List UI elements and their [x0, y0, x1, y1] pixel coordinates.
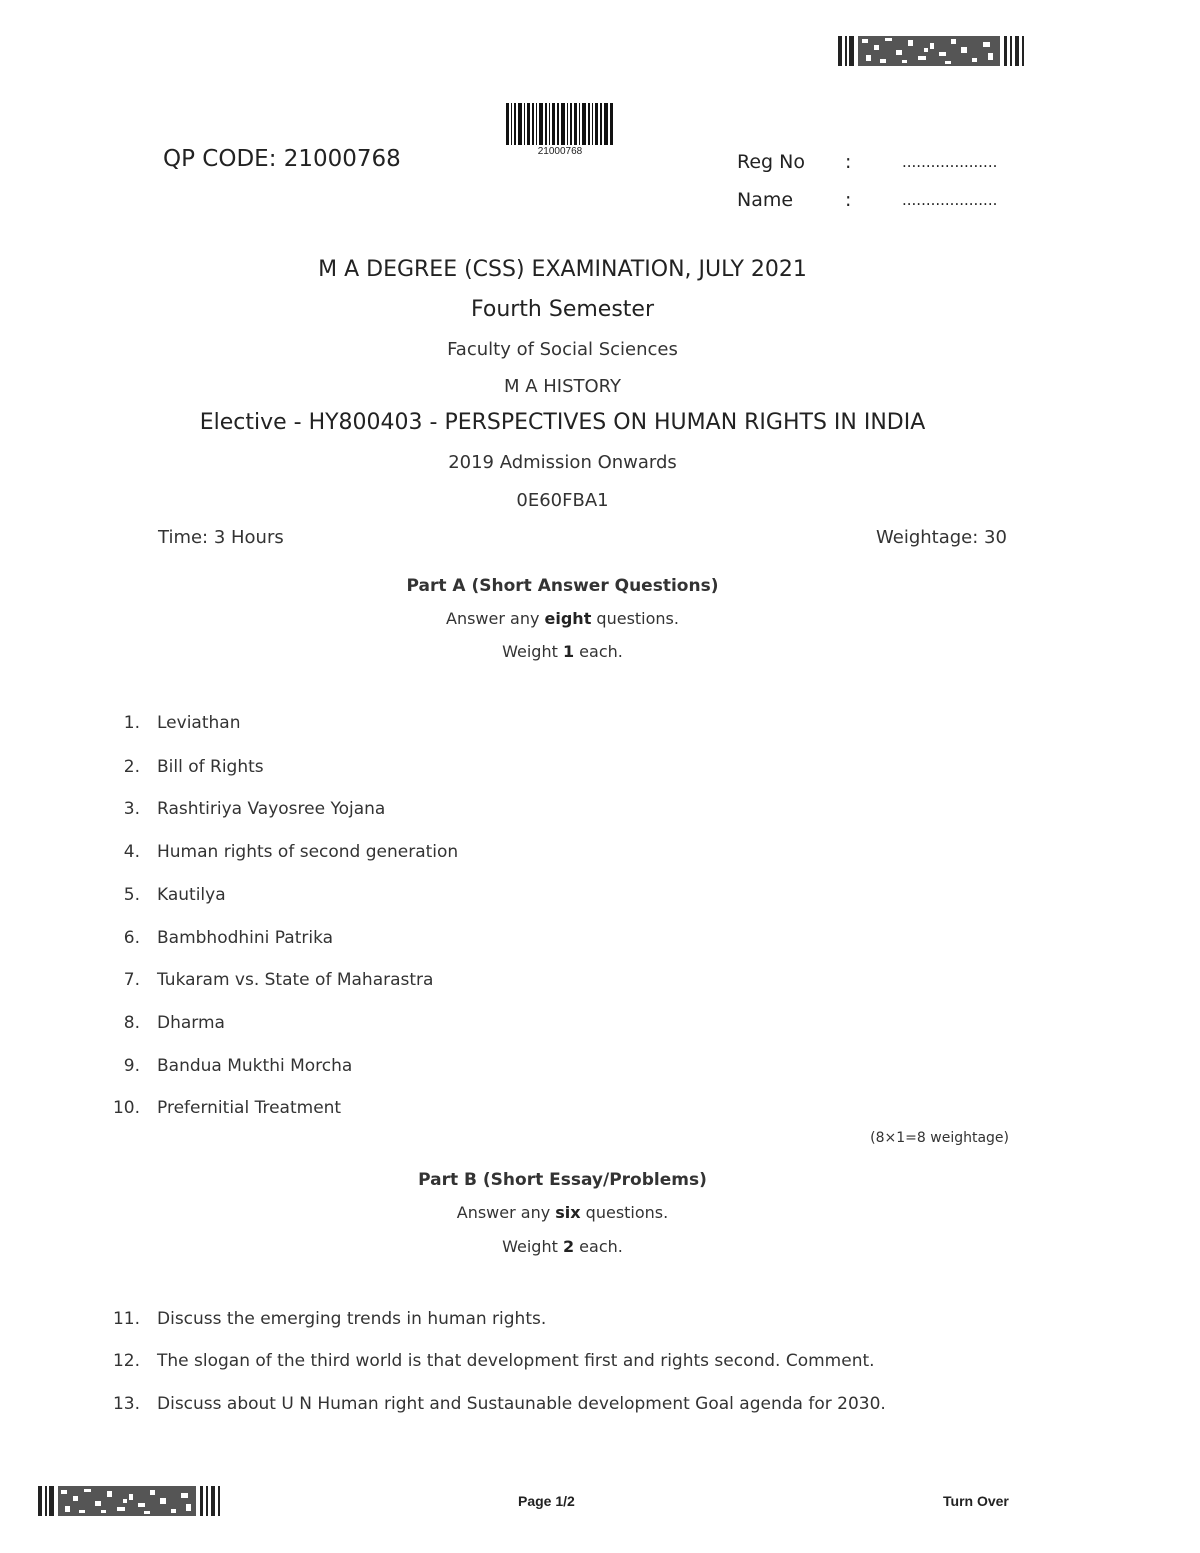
- question-number: 9.: [123, 1056, 140, 1076]
- exam-weightage: Weightage: 30: [876, 527, 1007, 548]
- question-number: 11.: [112, 1309, 140, 1329]
- question-text: Bill of Rights: [157, 757, 264, 777]
- question-text: Dharma: [157, 1013, 225, 1033]
- question-text: The slogan of the third world is that development first and rights second. Comment.: [157, 1351, 875, 1371]
- question-number: 6.: [123, 928, 140, 948]
- part-b-heading: Part B (Short Essay/Problems): [418, 1170, 707, 1190]
- bottom-left-barcode: [38, 1486, 222, 1516]
- qp-barcode: [506, 103, 614, 145]
- admission-note: 2019 Admission Onwards: [448, 452, 677, 473]
- question-text: Discuss the emerging trends in human rights.: [157, 1309, 547, 1329]
- question-number: 8.: [123, 1013, 140, 1033]
- question-number: 4.: [123, 842, 140, 862]
- question-text: Kautilya: [157, 885, 226, 905]
- name-label: Name: [737, 189, 794, 211]
- exam-time: Time: 3 Hours: [158, 527, 284, 548]
- programme: M A HISTORY: [503, 376, 622, 397]
- part-a-instruction: Answer any eight questions.: [446, 609, 679, 628]
- top-right-barcode: [838, 36, 1026, 66]
- page-number: Page 1/2: [518, 1493, 575, 1509]
- name-colon: :: [845, 189, 852, 211]
- question-text: Human rights of second generation: [157, 842, 459, 862]
- question-text: Discuss about U N Human right and Sustaunable development Goal agenda for 2030.: [157, 1394, 886, 1414]
- question-text: Leviathan: [157, 713, 241, 733]
- question-text: Tukaram vs. State of Maharastra: [157, 970, 434, 990]
- paper-code: 0E60FBA1: [516, 490, 609, 511]
- faculty: Faculty of Social Sciences: [447, 339, 678, 360]
- question-text: Bambhodhini Patrika: [157, 928, 334, 948]
- semester: Fourth Semester: [470, 297, 654, 322]
- course-title: Elective - HY800403 - PERSPECTIVES ON HUMAN RIGHTS IN INDIA: [199, 410, 926, 435]
- question-text: Bandua Mukthi Morcha: [157, 1056, 353, 1076]
- question-text: Rashtiriya Vayosree Yojana: [157, 799, 386, 819]
- question-text: Prefernitial Treatment: [157, 1098, 342, 1118]
- part-a-heading: Part A (Short Answer Questions): [406, 576, 719, 596]
- name-blank: ....................: [902, 191, 998, 209]
- reg-no-label: Reg No: [737, 151, 805, 173]
- question-number: 13.: [112, 1394, 140, 1414]
- part-a-weight: Weight 1 each.: [502, 642, 623, 661]
- reg-no-blank: ....................: [902, 153, 998, 171]
- part-b-instruction: Answer any six questions.: [456, 1203, 669, 1222]
- question-number: 5.: [123, 885, 140, 905]
- qp-code: QP CODE: 21000768: [163, 146, 401, 172]
- question-number: 7.: [123, 970, 140, 990]
- question-number: 3.: [123, 799, 140, 819]
- barcode-number: 21000768: [537, 146, 583, 157]
- exam-title: M A DEGREE (CSS) EXAMINATION, JULY 2021: [318, 257, 807, 282]
- question-number: 2.: [123, 757, 140, 777]
- reg-no-colon: :: [845, 151, 852, 173]
- part-b-weight: Weight 2 each.: [502, 1237, 623, 1256]
- turn-over-note: Turn Over: [943, 1493, 1009, 1509]
- question-number: 10.: [112, 1098, 140, 1118]
- question-number: 1.: [123, 713, 140, 733]
- question-number: 12.: [112, 1351, 140, 1371]
- part-a-summary: (8×1=8 weightage): [870, 1130, 1009, 1146]
